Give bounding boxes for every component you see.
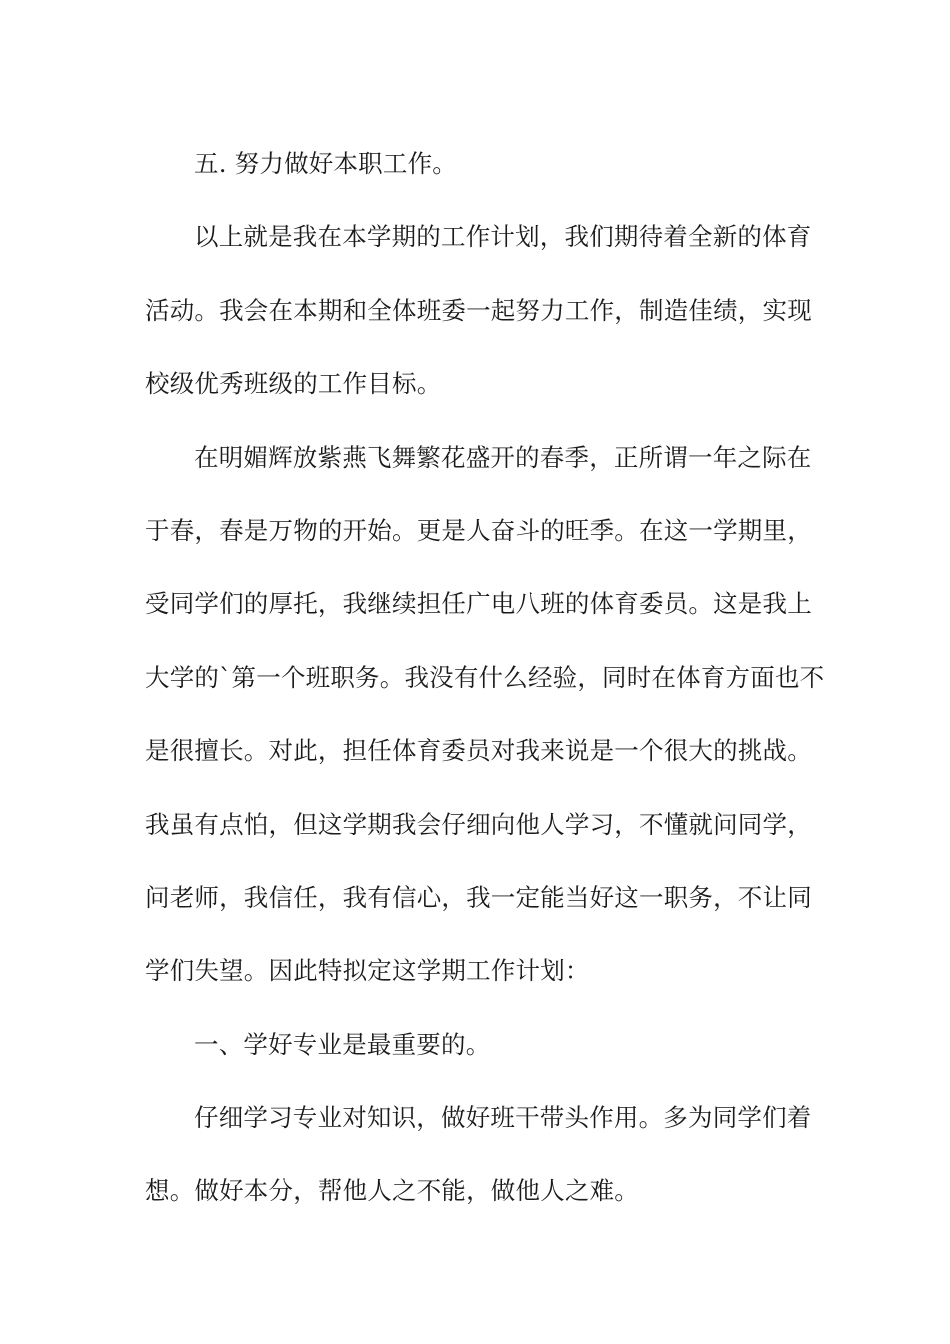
paragraph-line: 以上就是我在本学期的工作计划，我们期待着全新的体育 — [194, 222, 812, 252]
paragraph-line: 是很擅长。对此，担任体育委员对我来说是一个很大的挑战。 — [145, 736, 812, 766]
paragraph-line: 受同学们的厚托，我继续担任广电八班的体育委员。这是我上 — [145, 589, 812, 619]
paragraph-line: 校级优秀班级的工作目标。 — [145, 369, 442, 399]
section-heading-five: 五. 努力做好本职工作。 — [194, 149, 457, 178]
paragraph-line: 想。做好本分，帮他人之不能，做他人之难。 — [145, 1176, 639, 1206]
paragraph-line: 于春，春是万物的开始。更是人奋斗的旺季。在这一学期里， — [145, 515, 812, 545]
section-heading-one: 一、学好专业是最重要的。 — [194, 1029, 491, 1059]
paragraph-line: 仔细学习专业对知识，做好班干带头作用。多为同学们着 — [194, 1103, 812, 1133]
paragraph-line: 我虽有点怕，但这学期我会仔细向他人学习，不懂就问同学， — [145, 809, 812, 839]
paragraph-line: 在明媚辉放紫燕飞舞繁花盛开的春季，正所谓一年之际在 — [194, 442, 812, 472]
paragraph-line: 学们失望。因此特拟定这学期工作计划： — [145, 956, 590, 986]
paragraph-line: 大学的`第一个班职务。我没有什么经验，同时在体育方面也不 — [145, 662, 825, 692]
paragraph-line: 活动。我会在本期和全体班委一起努力工作，制造佳绩，实现 — [145, 295, 812, 325]
document-body — [145, 127, 825, 1228]
paragraph-line: 问老师，我信任，我有信心，我一定能当好这一职务，不让同 — [145, 882, 812, 912]
